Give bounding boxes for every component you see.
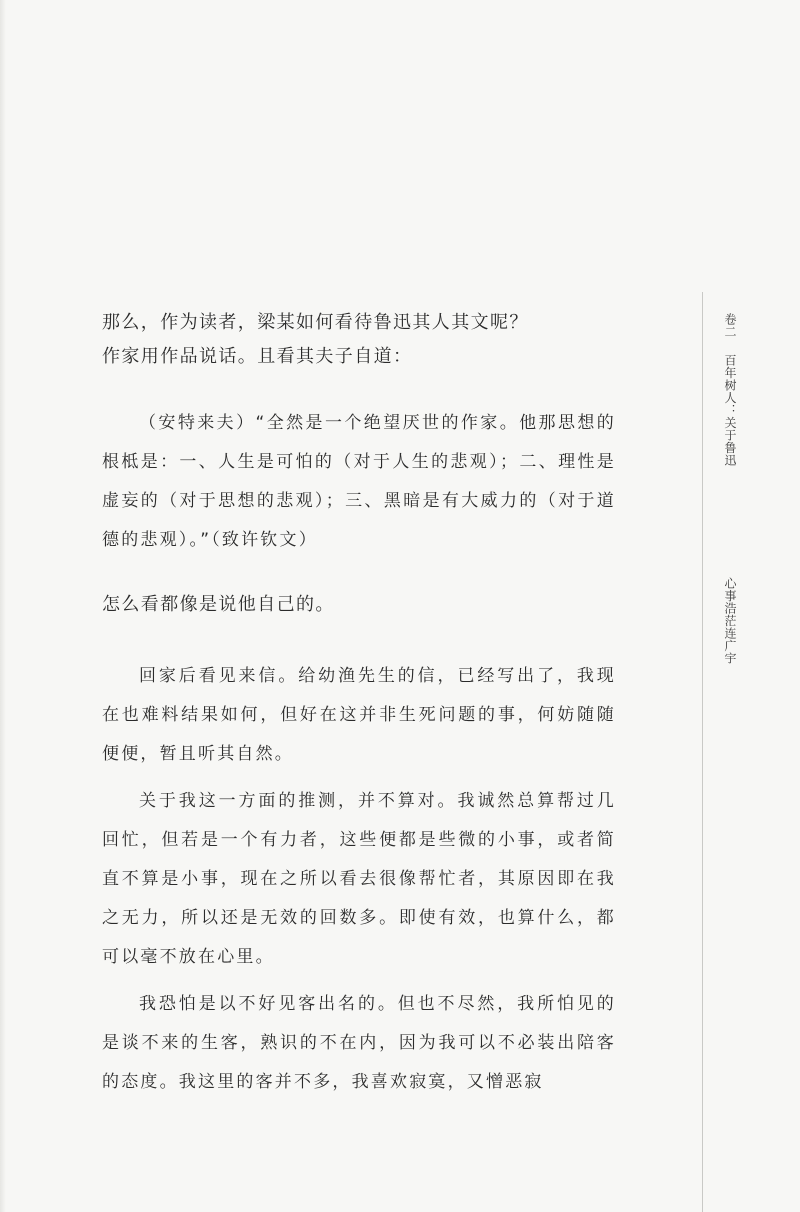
letter-paragraph-3: 我恐怕是以不好见客出名的。但也不尽然，我所怕见的是谈不来的生客，熟识的不在内，因为我可以不必装出陪客的态度。我这里的客并不多，我喜欢寂寞，又憎恶寂 [102,994,616,1092]
intro-line-1: 那么，作为读者，梁某如何看待鲁迅其人其文呢？ [102,312,529,333]
spacer [102,977,616,985]
running-head-chapter: 百年树人：关于鲁迅 [723,354,737,467]
spacer [102,374,616,404]
running-head-volume: 卷二 [723,313,737,338]
spacer [102,560,616,588]
comment-line: 怎么看都像是说他自己的。 [102,594,335,615]
quote-block: （安特来夫）“全然是一个绝望厌世的作家。他那思想的根柢是：一、人生是可怕的（对于人生的悲观）；二、理性是虚妄的（对于思想的悲观）；三、黑暗是有大威力的（对于道德的悲观）。”（致许钦文） [102,413,616,550]
letter-paragraph-2: 关于我这一方面的推测，并不算对。我诚然总算帮过几回忙，但若是一个有力者，这些便都是些微的小事，或者简直不算是小事，现在之所以看去很像帮忙者，其原因即在我之无力，所以还是无效的回数多。即使有效，也算什么，都可以毫不放在心里。 [102,791,616,967]
spacer [102,774,616,782]
intro-line-2: 作家用作品说话。且看其夫子自道： [102,346,413,367]
running-head-book-title: 心事浩茫连广宇 [723,577,737,665]
margin-rule [702,292,703,1212]
body-text [102,306,616,1102]
spacer [102,622,616,657]
letter-paragraph-1: 回家后看见来信。给幼渔先生的信，已经写出了，我现在也难料结果如何，但好在这并非生死问题的事，何妨随随便便，暂且听其自然。 [102,666,616,764]
gutter-shadow [0,0,6,1212]
